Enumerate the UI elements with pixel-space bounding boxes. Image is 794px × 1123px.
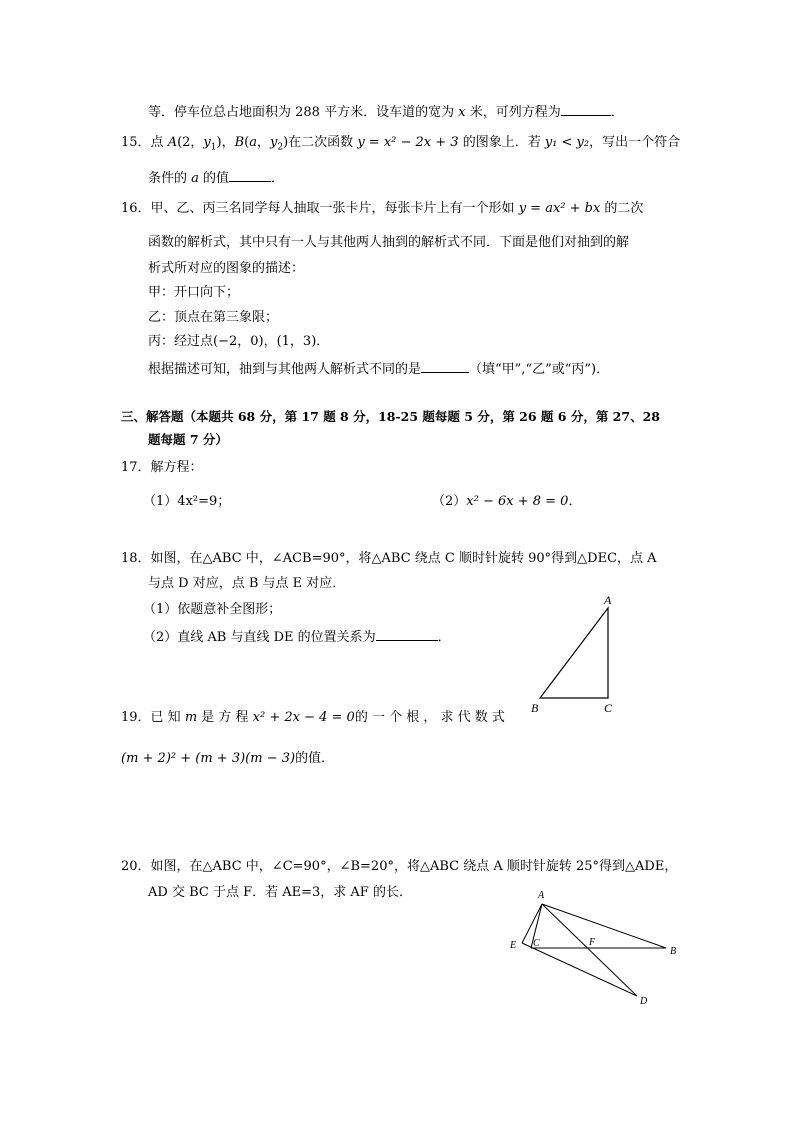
variable: y <box>270 135 278 150</box>
text: ． <box>271 171 285 186</box>
q20-figure-rotation <box>500 885 690 1010</box>
q20-line1 <box>121 858 677 876</box>
q15-line1 <box>121 134 680 157</box>
label-c: C <box>604 701 613 715</box>
text: ，写出一个符合 <box>589 135 681 150</box>
q18-figure-triangle <box>520 588 630 718</box>
answer-blank[interactable] <box>376 626 438 641</box>
text: 条件的 <box>148 171 192 186</box>
variable: m <box>184 710 198 725</box>
text: 等．停车位总占地面积为 288 平方米．设车道的宽为 <box>148 105 459 120</box>
q20-line2: AD 交 BC 于点 F．若 AE=3，求 AF 的长． <box>148 885 412 900</box>
label-d: D <box>640 996 648 1007</box>
subscript: 1 <box>210 142 217 153</box>
label-c: C <box>533 938 540 949</box>
question-number: 18． <box>121 551 151 566</box>
q18-line1 <box>121 550 657 568</box>
text: (2， <box>177 135 204 150</box>
point-label: B <box>234 135 245 150</box>
q18-part2 <box>143 626 451 647</box>
text: 甲、乙、丙三名同学每人抽取一张卡片，每张卡片上有一个形如 <box>150 201 519 216</box>
q17-part2 <box>432 493 581 511</box>
q14-continuation <box>148 101 624 122</box>
label-b: B <box>670 946 677 957</box>
text: （2） <box>432 494 467 509</box>
expression: (m + 2)² + (m + 3)(m − 3) <box>121 751 296 766</box>
q17-title <box>121 459 203 477</box>
q16-line2: 函数的解析式，其中只有一人与其他两人抽到的解析式不同．下面是他们对抽到的解 <box>148 235 630 250</box>
text: 已 知 <box>150 710 185 725</box>
triangle-abc <box>540 608 608 698</box>
segment-ad <box>542 904 637 996</box>
label-e: E <box>510 940 517 951</box>
question-number: 20． <box>121 859 151 874</box>
q15-line2 <box>148 167 284 188</box>
q16-line3: 析式所对应的图象的描述： <box>148 261 305 276</box>
segment-ab <box>542 904 666 948</box>
text: ( <box>244 135 250 150</box>
answer-blank[interactable] <box>421 358 469 373</box>
variable: a <box>191 171 199 186</box>
section-header-line2: 题每题 7 分） <box>148 432 228 447</box>
q19-line1 <box>121 709 505 727</box>
q17-part1: （1）4x²=9； <box>143 494 231 509</box>
variable: y <box>203 135 211 150</box>
question-number: 17． <box>121 460 151 475</box>
text: ． <box>610 105 624 120</box>
answer-blank[interactable] <box>229 167 271 182</box>
equation: y = ax² + bx <box>518 201 601 216</box>
label-f: F <box>589 937 596 948</box>
question-number: 19． <box>121 710 151 725</box>
answer-blank[interactable] <box>561 101 611 116</box>
text: 根据描述可知，抽到与其他两人解析式不同的是 <box>148 362 422 377</box>
text: 的值 <box>198 171 230 186</box>
text: ． <box>437 630 451 645</box>
inequality: y₁ < y₂ <box>544 135 590 150</box>
q16-line4: 甲：开口向下； <box>148 285 240 300</box>
q18-part1: （1）依题意补全图形； <box>143 602 282 617</box>
text: ， <box>257 135 271 150</box>
text: 米，可列方程为 <box>465 105 561 120</box>
text: （填“甲”,“乙”或“丙”)． <box>469 362 610 377</box>
q19-line2 <box>121 750 334 768</box>
section-header-line1: 三、解答题（本题共 68 分，第 17 题 8 分，18-25 题每题 5 分，第 26 题 6 分，第 27、28 <box>121 409 660 424</box>
q16-line5: 乙：顶点在第三象限； <box>148 310 279 325</box>
variable: x <box>458 105 466 120</box>
text: )在二次函数 <box>283 135 358 150</box>
text: )， <box>216 135 235 150</box>
equation: x² + 2x − 4 = 0 <box>252 710 355 725</box>
segment-ed <box>522 943 637 996</box>
label-a: A <box>538 890 545 901</box>
text: 如图，在△ABC 中，∠C=90°，∠B=20°，将△ABC 绕点 A 顺时针旋转 25°得到△ADE， <box>150 859 678 874</box>
question-number: 16． <box>121 201 151 216</box>
text: 如图，在△ABC 中，∠ACB=90°，将△ABC 绕点 C 顺时针旋转 90°得到△DEC，点 A <box>150 551 657 566</box>
q18-line2: 与点 D 对应，点 B 与点 E 对应． <box>148 576 346 591</box>
text: 的图象上．若 <box>458 135 545 150</box>
point-label: A <box>167 135 178 150</box>
variable: a <box>249 135 257 150</box>
text: 的值． <box>295 751 335 766</box>
equation: x² − 6x + 8 = 0 <box>466 494 569 509</box>
text: ． <box>568 494 582 509</box>
equation: y = x² − 2x + 3 <box>357 135 459 150</box>
q16-line6: 丙：经过点(−2，0)，(1，3)． <box>148 334 330 349</box>
label-a: A <box>604 593 612 607</box>
text: （2）直线 AB 与直线 DE 的位置关系为 <box>143 630 376 645</box>
question-number: 15． <box>121 135 151 150</box>
subscript: 2 <box>277 142 284 153</box>
text: 的 一 个 根 ， 求 代 数 式 <box>354 710 505 725</box>
text: 是 方 程 <box>197 710 253 725</box>
q16-line1 <box>121 200 643 218</box>
text: 点 <box>150 135 168 150</box>
text: 的二次 <box>600 201 644 216</box>
label-b: B <box>531 701 539 715</box>
text: 解方程： <box>150 460 203 475</box>
q16-line7 <box>148 358 609 379</box>
